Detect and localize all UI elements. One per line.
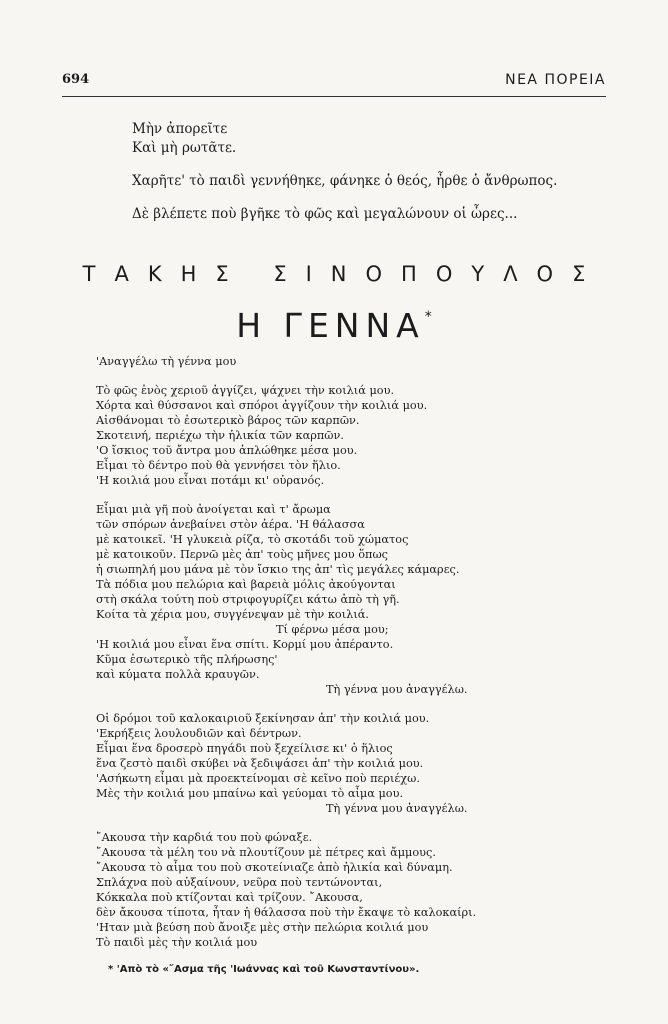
stanza-gap: [96, 369, 556, 383]
stanza-gap: [132, 191, 557, 205]
poem-line: μὲ κατοικεῖ. 'Η γλυκειὰ ρίζα, τὸ σκοτάδι τοῦ χώματος: [96, 533, 409, 546]
poem-line: Σπλάχνα ποὺ αὐξαίνουν, νεῦρα ποὺ τεντώνονται,: [96, 876, 383, 889]
poem-title-text: Η ΓΕΝΝΑ: [236, 306, 425, 345]
poem-line: μὲ κατοικοῦν. Περνῶ μὲς ἀπ' τοὺς μῆνες μου ὅπως: [96, 548, 388, 561]
stanza-gap: [96, 488, 556, 502]
poem-line: 'Αναγγέλω τὴ γέννα μου: [96, 355, 237, 368]
poem-line: ἕνα ζεστὸ παιδὶ σκύβει νὰ ξεδιψάσει ἀπ' τὴν κοιλιά μου.: [96, 757, 424, 770]
poem-line: Τὴ γέννα μου ἀναγγέλω.: [326, 683, 468, 696]
poem-author: ΤΑΚΗΣ ΣΙΝΟΠΟΥΛΟΣ: [82, 262, 605, 286]
stanza-gap: [96, 816, 556, 830]
poem-line: Οἱ δρόμοι τοῦ καλοκαιριοῦ ξεκίνησαν ἀπ' τὴν κοιλιά μου.: [96, 712, 430, 725]
poem-line: Κοίτα τὰ χέρια μου, συγγένεψαν μὲ τὴν κοιλιά.: [96, 608, 369, 621]
poem-line: Κόκκαλα ποὺ κτίζονται καὶ τρίζουν. ῎Ακουσα,: [96, 891, 363, 904]
poem-line: Μὲς τὴν κοιλιά μου μπαίνω καὶ γεύομαι τὸ αἷμα μου.: [96, 787, 404, 800]
poem-line: Κῦμα ἐσωτερικὸ τῆς πλήρωσης': [96, 653, 278, 666]
poem-line: ῎Ακουσα τὸ αἷμα του ποὺ σκοτείνιαζε ἀπὸ ἡλικία καὶ δύναμη.: [96, 861, 453, 874]
poem-line: Χαρῆτε' τὸ παιδὶ γεννήθηκε, φάνηκε ὁ θεός, ἦρθε ὁ ἄνθρωπος.: [132, 173, 558, 189]
poem-line: καὶ κύματα πολλὰ κραυγῶν.: [96, 668, 260, 681]
poem-body: [96, 354, 556, 950]
poem-title: [62, 306, 606, 345]
poem-line: Εἶμαι τὸ δέντρο ποὺ θὰ γεννήσει τὸν ἥλιο.: [96, 459, 341, 472]
poem-line: ῎Ακουσα τὴν καρδιά του ποὺ φώναξε.: [96, 831, 313, 844]
poem-line: Τὸ παιδὶ μὲς τὴν κοιλιά μου: [96, 936, 258, 949]
poem-line: Τί φέρνω μέσα μου;: [276, 623, 389, 636]
poem-line: ῎Ακουσα τὰ μέλη του νὰ πλουτίζουν μὲ πέτρες καὶ ἄμμους.: [96, 846, 436, 859]
poem-line: Δὲ βλέπετε ποὺ βγῆκε τὸ φῶς καὶ μεγαλώνουν οἱ ὧρες...: [132, 206, 518, 222]
poem-line: Σκοτεινή, περιέχω τὴν ἡλικία τῶν καρπῶν.: [96, 429, 344, 442]
journal-title: ΝΕΑ ΠΟΡΕΙΑ: [505, 72, 606, 88]
header-rule: [62, 96, 606, 97]
poem-line: Τὴ γέννα μου ἀναγγέλω.: [326, 802, 468, 815]
footnote-marker: *: [424, 309, 432, 325]
poem-line: Μὴν ἀπορεῖτε: [132, 121, 228, 137]
poem-line: Εἶμαι ἕνα δροσερὸ πηγάδι ποὺ ξεχείλισε κι' ὁ ἥλιος: [96, 742, 393, 755]
poem-line: Χόρτα καὶ θύσσανοι καὶ σπόροι ἀγγίζουν τὴν κοιλιά μου.: [96, 399, 428, 412]
poem-line: 'Ηταν μιὰ βεύση ποὺ ἄνοιξε μὲς στὴν πελώρια κοιλιά μου: [96, 921, 429, 934]
poem-line: Καὶ μὴ ρωτᾶτε.: [132, 140, 237, 156]
poem-line: Αἰσθάνομαι τὸ ἐσωτερικὸ βάρος τῶν καρπῶν.: [96, 414, 360, 427]
poem-line: Τὰ πόδια μου πελώρια καὶ βαρειὰ μόλις ἀκούγονται: [96, 578, 396, 591]
poem-line: ἡ σιωπηλή μου μάνα μὲ τὸν ἴσκιο της ἀπ' τὶς μεγάλες κάμαρες.: [96, 563, 460, 576]
poem-line: 'Η κοιλιά μου εἶναι ποτάμι κι' οὐρανός.: [96, 474, 325, 487]
footnote: * 'Απὸ τὸ «῎Ασμα τῆς 'Ιωάννας καὶ τοῦ Κωνσταντίνου».: [108, 964, 420, 975]
page-number: 694: [62, 72, 90, 87]
poem-line: 'Ο ἴσκιος τοῦ ἄντρα μου ἁπλώθηκε μέσα μου.: [96, 444, 358, 457]
poem-line: τῶν σπόρων ἀνεβαίνει στὸν ἀέρα. 'Η θάλασσα: [96, 518, 365, 531]
stanza-gap: [132, 158, 557, 172]
poem-line: 'Εκρήξεις λουλουδιῶν καὶ δέντρων.: [96, 727, 302, 740]
poem-line: Εἶμαι μιὰ γῆ ποὺ ἀνοίγεται καὶ τ' ἄρωμα: [96, 503, 331, 516]
stanza-gap: [96, 697, 556, 711]
page-header: [62, 72, 606, 92]
poem-line: στὴ σκάλα τούτη ποὺ στριφογυρίζει κάτω ἀπὸ τὴ γῆ.: [96, 593, 400, 606]
poem-line: 'Η κοιλιά μου εἶναι ἕνα σπίτι. Κορμί μου ἀπέραντο.: [96, 638, 394, 651]
poem-line: 'Ασήκωτη εἶμαι μὰ προεκτείνομαι σὲ κεῖνο ποὺ περιέχω.: [96, 772, 420, 785]
poem-line: δὲν ἄκουσα τίποτα, ἦταν ἡ θάλασσα ποὺ τὴν ἔκαψε τὸ καλοκαίρι.: [96, 906, 477, 919]
previous-poem-ending: [132, 120, 557, 224]
poem-line: Τὸ φῶς ἑνὸς χεριοῦ ἀγγίζει, ψάχνει τὴν κοιλιά μου.: [96, 384, 395, 397]
